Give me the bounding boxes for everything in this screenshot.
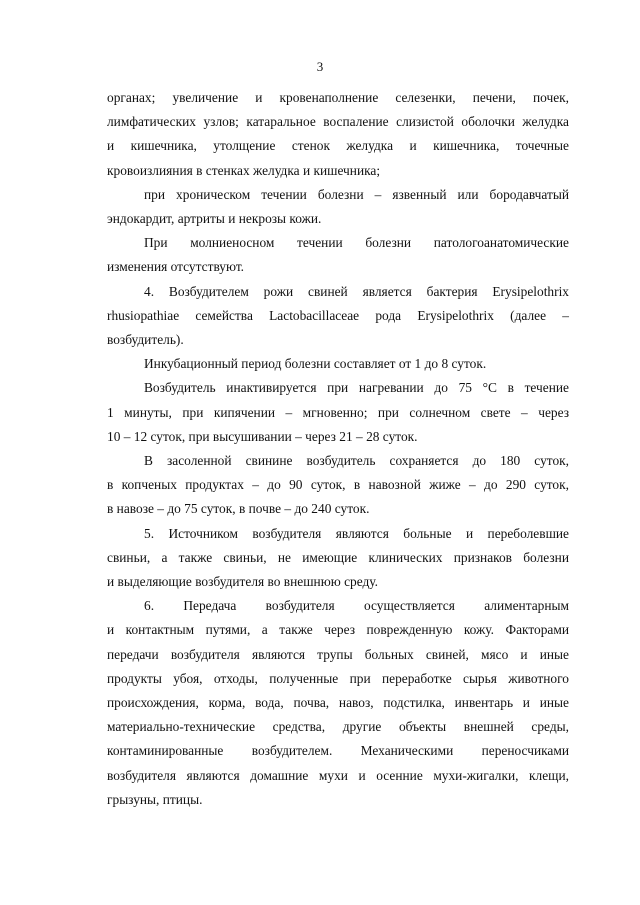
paragraph xyxy=(107,376,569,449)
text-line: при хроническом течении болезни – язвенный или бородавчатый xyxy=(144,186,569,202)
page-number: 3 xyxy=(316,59,324,74)
text-line: и кишечника, утолщение стенок желудка и кишечника, точечные xyxy=(107,138,569,154)
text-line: rhusiopathiae семейства Lactobacillaceae рода Erysipelothrix (далее – xyxy=(107,307,569,323)
text-line: возбудитель). xyxy=(107,332,184,348)
text-line: органах; увеличение и кровенаполнение селезенки, печени, почек, xyxy=(107,90,569,105)
text-line: Возбудитель инактивируется при нагревании до 75 °С в течение xyxy=(144,380,569,396)
text-line: материально-технические средства, другие объекты внешней среды, xyxy=(107,719,569,735)
text-line: свиньи, а также свиньи, не имеющие клинических признаков болезни xyxy=(107,549,569,565)
text-line: возбудителя являются домашние мухи и осенние мухи-жигалки, клещи, xyxy=(107,767,569,783)
text-line: контаминированные возбудителем. Механическими переносчиками xyxy=(107,743,569,759)
text-line: 5. Источником возбудителя являются больные и переболевшие xyxy=(144,525,569,541)
paragraph xyxy=(107,231,569,279)
text-line: 6. Передача возбудителя осуществляется алиментарным xyxy=(144,598,569,614)
text-line: продукты убоя, отходы, полученные при переработке сырья животного xyxy=(107,670,569,686)
document-body xyxy=(107,86,569,812)
text-line: грызуны, птицы. xyxy=(107,791,203,807)
text-line: эндокардит, артриты и некрозы кожи. xyxy=(107,211,322,227)
paragraph xyxy=(107,449,569,522)
text-line: В засоленной свинине возбудитель сохраняется до 180 суток, xyxy=(144,453,569,469)
paragraph xyxy=(107,522,569,595)
text-line: происхождения, корма, вода, почва, навоз, подстилка, инвентарь и иные xyxy=(107,695,569,711)
text-line: в копченых продуктах – до 90 суток, в навозной жиже – до 290 суток, xyxy=(107,477,569,493)
text-line: передачи возбудителя являются трупы больных свиней, мясо и иные xyxy=(107,646,569,662)
text-line: Инкубационный период болезни составляет от 1 до 8 суток. xyxy=(144,356,487,372)
text-line: изменения отсутствуют. xyxy=(107,259,245,275)
text-line: и контактным путями, а также через поврежденную кожу. Факторами xyxy=(107,622,569,638)
text-line: 4. Возбудителем рожи свиней является бактерия Erysipelothrix xyxy=(144,283,569,299)
paragraph xyxy=(107,594,569,812)
text-line: 10 – 12 суток, при высушивании – через 21 – 28 суток. xyxy=(107,428,418,444)
paragraph xyxy=(107,86,569,183)
text-line: При молниеносном течении болезни патологоанатомические xyxy=(144,235,569,251)
text-line: лимфатических узлов; катаральное воспаление слизистой оболочки желудка xyxy=(107,114,569,130)
text-line: в навозе – до 75 суток, в почве – до 240 суток. xyxy=(107,501,370,517)
text-line: и выделяющие возбудителя во внешнюю среду. xyxy=(107,574,378,590)
paragraph xyxy=(107,280,569,353)
text-line: кровоизлияния в стенках желудка и кишечника; xyxy=(107,162,381,178)
paragraph xyxy=(107,183,569,231)
text-line: 1 минуты, при кипячении – мгновенно; при солнечном свете – через xyxy=(107,404,569,420)
paragraph xyxy=(107,352,569,376)
